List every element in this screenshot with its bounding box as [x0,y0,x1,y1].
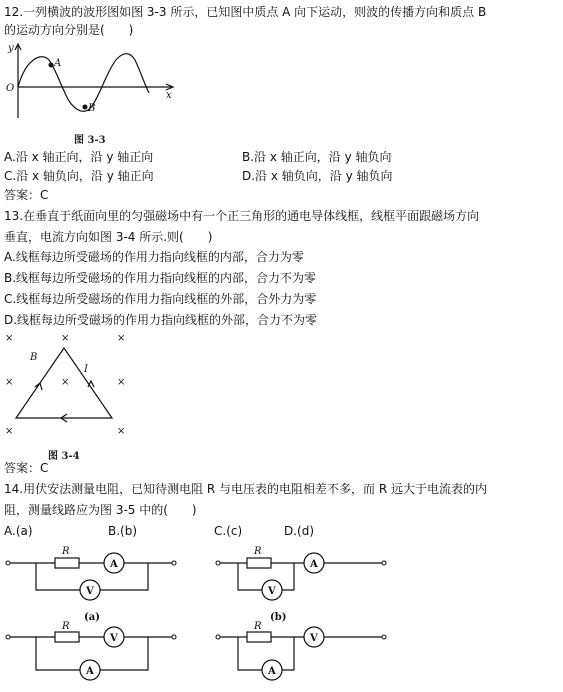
circuit-d [210,622,390,692]
terminal-right [172,561,176,565]
field-cross-8: × [117,426,126,437]
wave-figure [0,38,190,128]
resistor [55,558,79,568]
figure-3-4-caption: 图 3-4 [48,451,80,462]
field-cross-1: × [5,333,14,344]
q12-option-c: C.沿 x 轴负向，沿 y 轴正向 [4,169,154,183]
field-cross-4: × [5,377,14,388]
ammeter-label: A [268,666,276,677]
q12-answer: 答案：C [4,188,49,202]
q12-stem-line2: 的运动方向分别是( ) [4,23,134,37]
field-cross-6: × [117,377,126,388]
origin-label: O [6,83,15,94]
y-axis-label: y [8,43,14,54]
resistor [247,632,271,642]
q12-option-d: D.沿 x 轴负向，沿 y 轴负向 [242,169,393,183]
q13-option-b: B.线框每边所受磁场的作用力指向线框的内部，合力不为零 [4,271,317,285]
resistor-label: R [254,546,262,557]
voltmeter-label: V [86,586,94,597]
q13-answer: 答案：C [4,461,49,475]
terminal-left [216,561,220,565]
q13-stem-line2: 垂直，电流方向如图 3-4 所示.则( ) [4,230,213,244]
field-cross-3: × [117,333,126,344]
terminal-right [172,635,176,639]
q14-option-b: B.(b) [108,524,138,538]
voltmeter-label: V [110,633,118,644]
circuit-b-caption: (b) [270,612,287,623]
current-label-i: I [84,364,88,375]
q14-stem-line1: 14.用伏安法测量电阻，已知待测电阻 R 与电压表的电阻相差不多，而 R 远大于电流表的内 [4,482,488,496]
circuit-c [0,622,180,692]
q13-option-c: C.线框每边所受磁场的作用力指向线框的外部，合外力为零 [4,292,317,306]
resistor [247,558,271,568]
q14-option-c: C.(c) [214,524,243,538]
q13-stem-line1: 13.在垂直于纸面向里的匀强磁场中有一个正三角形的通电导体线框，线框平面跟磁场方向 [4,209,480,223]
circuit-a-caption: (a) [84,612,100,623]
resistor-label: R [62,621,70,632]
terminal-left [6,635,10,639]
terminal-left [6,561,10,565]
q12-option-a: A.沿 x 轴正向，沿 y 轴正向 [4,150,154,164]
x-axis-label: x [166,90,172,101]
ammeter-label: A [86,666,94,677]
field-cross-2: × [61,333,70,344]
q12-stem-line1: 12.一列横波的波形图如图 3-3 所示，已知图中质点 A 向下运动，则波的传播方向和质点 B [4,5,487,19]
q14-option-d: D.(d) [284,524,315,538]
point-a-label: A [54,58,62,69]
field-label-b: B [30,352,38,363]
voltmeter-label: V [310,633,318,644]
q12-option-b: B.沿 x 轴正向，沿 y 轴负向 [242,150,392,164]
triangle-figure [0,330,140,440]
resistor-label: R [254,621,262,632]
figure-3-3-caption: 图 3-3 [74,135,106,146]
voltmeter-label: V [268,586,276,597]
q14-option-a: A.(a) [4,524,33,538]
circuit-a [0,542,180,622]
wave-curve [18,54,149,112]
point-b-dot [83,105,88,110]
terminal-left [216,635,220,639]
point-b-label: B [88,103,96,114]
q14-stem-line2: 阻，测量线路应为图 3-5 中的( ) [4,503,197,517]
field-cross-5: × [61,377,70,388]
ammeter-label: A [310,559,318,570]
field-cross-7: × [5,426,14,437]
resistor-label: R [62,546,70,557]
ammeter-label: A [110,559,118,570]
point-a-dot [49,63,54,68]
circuit-b [210,542,390,622]
q13-option-a: A.线框每边所受磁场的作用力指向线框的内部，合力为零 [4,250,304,264]
current-arrow-right [88,381,94,387]
q13-option-d: D.线框每边所受磁场的作用力指向线框的外部，合力不为零 [4,313,318,327]
terminal-right [382,561,386,565]
resistor [55,632,79,642]
terminal-right [382,635,386,639]
